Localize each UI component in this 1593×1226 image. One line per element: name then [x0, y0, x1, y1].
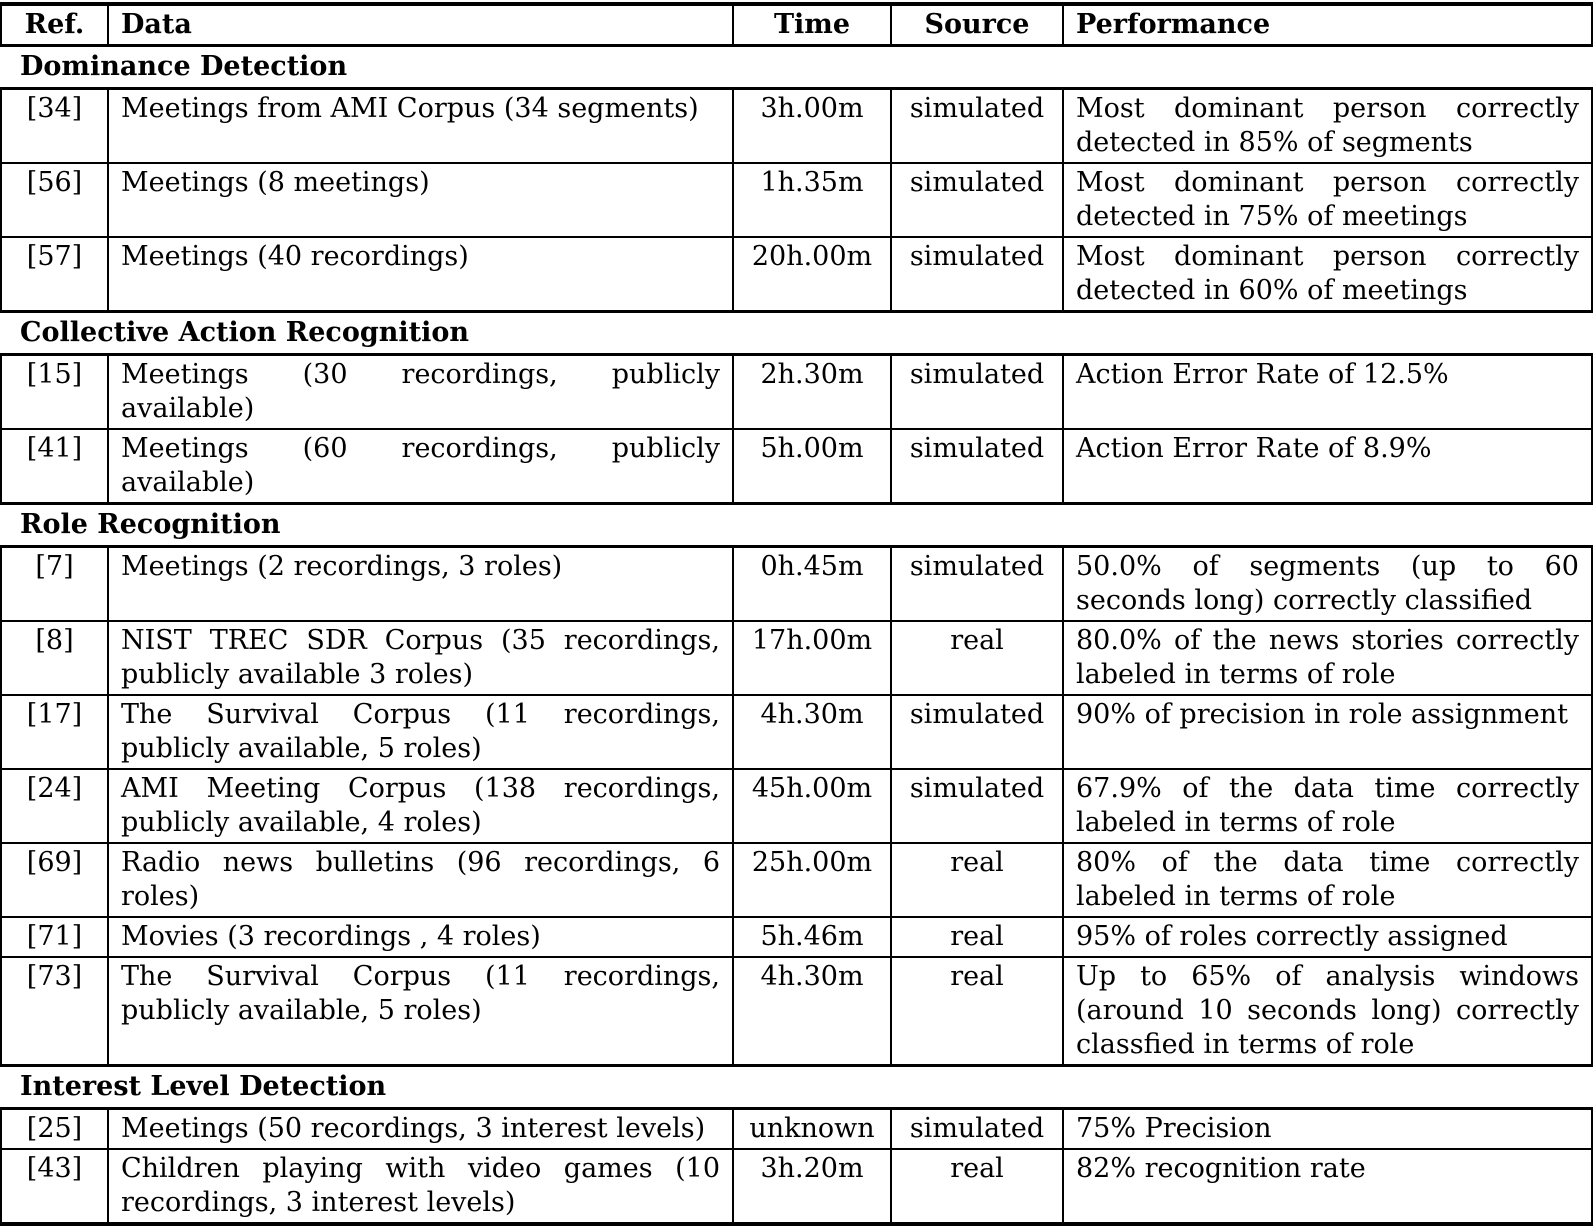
cell-source: simulated	[890, 356, 1062, 428]
section-title-collective-action-recognition: Collective Action Recognition	[0, 313, 1593, 353]
cell-performance: Action Error Rate of 8.9%	[1062, 428, 1591, 502]
cell-ref: [57]	[2, 236, 107, 310]
cell-ref: [8]	[2, 620, 107, 694]
cell-source: real	[890, 956, 1062, 1064]
cell-ref: [43]	[2, 1148, 107, 1222]
cell-time: 2h.30m	[732, 356, 890, 428]
cell-data: Children playing with video games (10 recordings, 3 interest levels)	[107, 1148, 732, 1222]
section-title-interest-level-detection: Interest Level Detection	[0, 1067, 1593, 1107]
section-title-dominance-detection: Dominance Detection	[0, 47, 1593, 87]
cell-ref: [69]	[2, 842, 107, 916]
cell-performance: 95% of roles correctly assigned	[1062, 916, 1591, 956]
cell-time: 45h.00m	[732, 768, 890, 842]
cell-time: 4h.30m	[732, 694, 890, 768]
cell-data: Radio news bulletins (96 recordings, 6 roles)	[107, 842, 732, 916]
column-header-data: Data	[107, 6, 732, 44]
cell-data: Meetings (60 recordings, publicly available)	[107, 428, 732, 502]
table-section-block	[0, 87, 1593, 313]
cell-data: NIST TREC SDR Corpus (35 recordings, publicly available 3 roles)	[107, 620, 732, 694]
cell-time: 25h.00m	[732, 842, 890, 916]
cell-source: simulated	[890, 236, 1062, 310]
cell-time: 5h.00m	[732, 428, 890, 502]
cell-time: unknown	[732, 1110, 890, 1148]
cell-source: simulated	[890, 768, 1062, 842]
cell-time: 4h.30m	[732, 956, 890, 1064]
cell-data: Meetings (40 recordings)	[107, 236, 732, 310]
cell-data: Meetings (2 recordings, 3 roles)	[107, 548, 732, 620]
cell-data: AMI Meeting Corpus (138 recordings, publicly available, 4 roles)	[107, 768, 732, 842]
cell-time: 5h.46m	[732, 916, 890, 956]
cell-ref: [25]	[26, 1113, 83, 1144]
cell-source: real	[890, 842, 1062, 916]
cell-performance: 90% of precision in role assignment	[1062, 694, 1591, 768]
cell-performance: Up to 65% of analysis windows (around 10 seconds long) correctly classfied in terms of role	[1062, 956, 1591, 1064]
cell-source: real	[890, 620, 1062, 694]
cell-time: 3h.20m	[732, 1148, 890, 1222]
column-header-ref: Ref.	[24, 9, 85, 40]
section-title-role-recognition: Role Recognition	[0, 505, 1593, 545]
column-header-performance: Performance	[1062, 6, 1591, 44]
cell-ref: [7]	[35, 551, 74, 582]
cell-data: The Survival Corpus (11 recordings, publicly available, 5 roles)	[107, 694, 732, 768]
cell-time: 20h.00m	[732, 236, 890, 310]
cell-ref: [56]	[2, 162, 107, 236]
cell-performance: 75% Precision	[1062, 1110, 1591, 1148]
cell-time: 3h.00m	[732, 90, 890, 162]
cell-performance: 50.0% of segments (up to 60 seconds long) correctly classified	[1062, 548, 1591, 620]
cell-ref: [71]	[2, 916, 107, 956]
cell-data: Meetings (50 recordings, 3 interest levels)	[107, 1110, 732, 1148]
cell-performance: 82% recognition rate	[1062, 1148, 1591, 1222]
cell-ref: [41]	[2, 428, 107, 502]
cell-ref: [34]	[26, 93, 83, 124]
cell-source: simulated	[890, 90, 1062, 162]
cell-data: The Survival Corpus (11 recordings, publicly available, 5 roles)	[107, 956, 732, 1064]
cell-source: simulated	[890, 548, 1062, 620]
cell-performance: Most dominant person correctly detected in 75% of meetings	[1062, 162, 1591, 236]
cell-source: real	[890, 1148, 1062, 1222]
table-section-block	[0, 1107, 1593, 1226]
cell-time: 1h.35m	[732, 162, 890, 236]
cell-data: Meetings (30 recordings, publicly available)	[107, 356, 732, 428]
cell-source: simulated	[890, 694, 1062, 768]
table-section-block	[0, 545, 1593, 1067]
cell-source: simulated	[890, 428, 1062, 502]
cell-performance: Most dominant person correctly detected in 85% of segments	[1062, 90, 1591, 162]
cell-source: real	[890, 916, 1062, 956]
column-header-time: Time	[732, 6, 890, 44]
cell-ref: [73]	[2, 956, 107, 1064]
cell-source: simulated	[890, 1110, 1062, 1148]
cell-performance: 80% of the data time correctly labeled in terms of role	[1062, 842, 1591, 916]
cell-data: Meetings from AMI Corpus (34 segments)	[107, 90, 732, 162]
cell-performance: Most dominant person correctly detected in 60% of meetings	[1062, 236, 1591, 310]
cell-performance: 67.9% of the data time correctly labeled in terms of role	[1062, 768, 1591, 842]
cell-time: 17h.00m	[732, 620, 890, 694]
table-section-block	[0, 353, 1593, 505]
table-header-row	[0, 2, 1593, 47]
cell-ref: [15]	[26, 359, 83, 390]
cell-ref: [17]	[2, 694, 107, 768]
cell-source: simulated	[890, 162, 1062, 236]
cell-time: 0h.45m	[732, 548, 890, 620]
cell-data: Movies (3 recordings , 4 roles)	[107, 916, 732, 956]
cell-performance: Action Error Rate of 12.5%	[1062, 356, 1591, 428]
cell-ref: [24]	[2, 768, 107, 842]
table-body	[0, 47, 1593, 1226]
column-header-source: Source	[890, 6, 1062, 44]
cell-performance: 80.0% of the news stories correctly labeled in terms of role	[1062, 620, 1591, 694]
cell-data: Meetings (8 meetings)	[107, 162, 732, 236]
